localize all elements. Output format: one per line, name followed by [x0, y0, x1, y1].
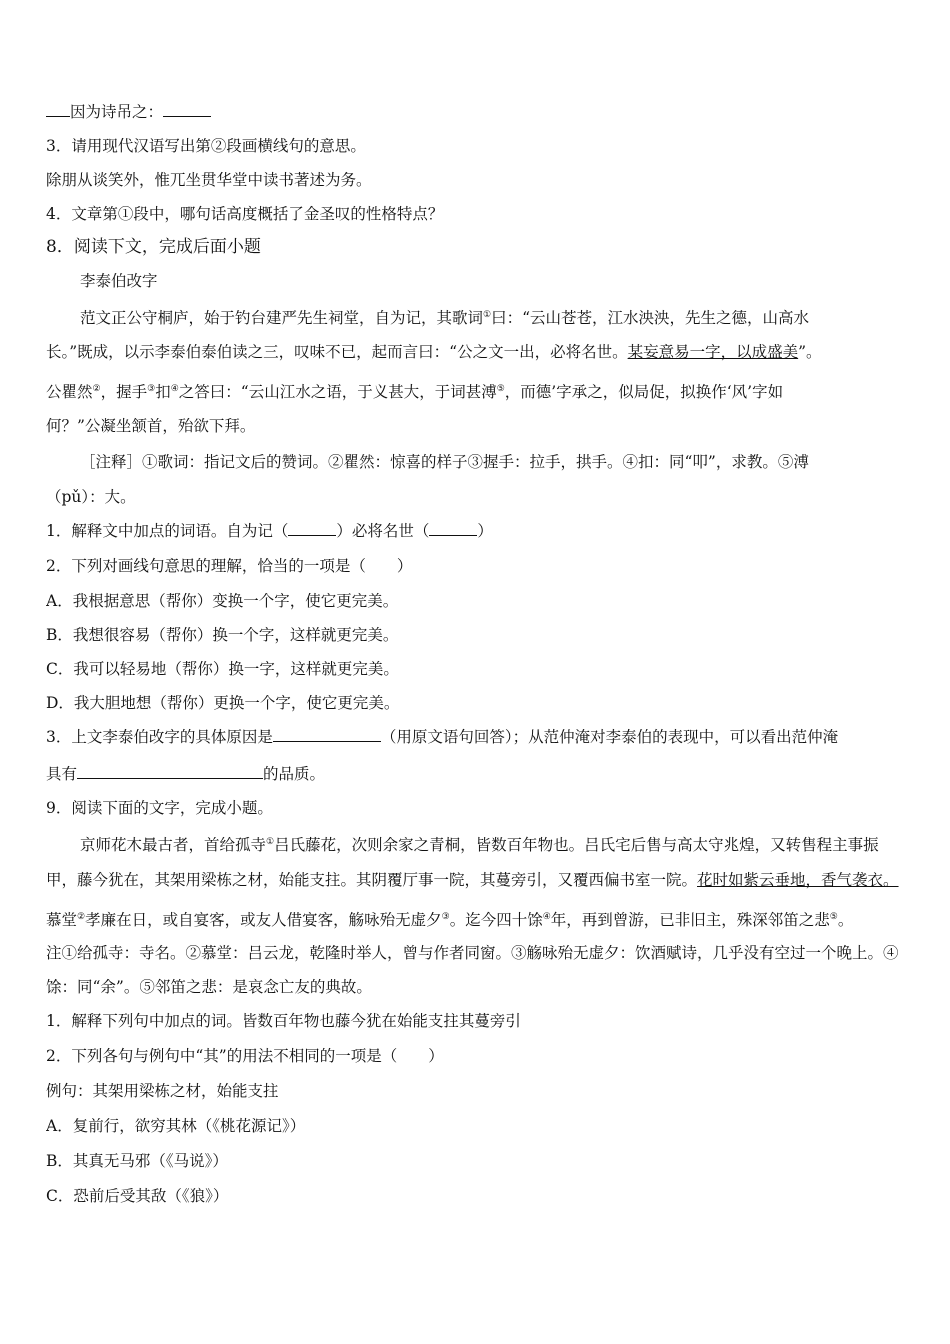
- option-d[interactable]: D．我大胆地想（帮你）更换一个字，使它更完美。: [46, 694, 400, 712]
- section-9-heading: 9．阅读下面的文字，完成小题。: [46, 799, 273, 817]
- passage-line: 慕堂②孝廉在日，或自宴客，或友人借宴客，觞咏殆无虚夕③。迄今四十馀④年，再到曾游，已非旧主，殊深邻笛之悲⑤。: [46, 911, 854, 930]
- example-sentence: 例句：其架用梁栋之材，始能支拄: [46, 1082, 279, 1100]
- answer-blank[interactable]: [77, 764, 263, 779]
- option-b[interactable]: B．其真无马邪（《马说》）: [46, 1152, 228, 1170]
- option-a[interactable]: A．复前行，欲穷其林（《桃花源记》）: [46, 1117, 306, 1135]
- annotation-line: 馀：同“余”。⑤邻笛之悲：是哀念亡友的典故。: [46, 978, 372, 996]
- question-4: 4．文章第①段中，哪句话高度概括了金圣叹的性格特点？: [46, 205, 444, 223]
- answer-blank[interactable]: [429, 521, 477, 536]
- passage-line: 京师花木最古者，首给孤寺①吕氏藤花，次则余家之青桐，皆数百年物也。吕氏宅后售与高太守兆煌，又转售程主事振: [80, 836, 879, 855]
- option-b[interactable]: B．我想很容易（帮你）换一个字，这样就更完美。: [46, 626, 399, 644]
- annotation-line: ［注释］①歌词：指记文后的赞词。②瞿然：惊喜的样子③握手：拉手，拱手。④扣：同“叩”，求教。⑤溥: [80, 453, 809, 471]
- line-poem-reason: 因为诗吊之：: [46, 101, 916, 123]
- answer-blank[interactable]: [163, 102, 211, 117]
- passage-line: 范文正公守桐庐，始于钓台建严先生祠堂，自为记，其歌词①曰：“云山苍苍，江水泱泱，先生之德，山高水: [80, 309, 810, 328]
- question-2-usage: 2．下列各句与例句中“其”的用法不相同的一项是（ ）: [46, 1047, 444, 1065]
- question-1-explain: 1．解释文中加点的词语。自为记（ ）必将名世（ ）: [46, 522, 493, 540]
- passage-line: 何？”公凝坐颔首，殆欲下拜。: [46, 417, 256, 435]
- underlined-sentence: 某妄意易一字，以成盛美: [627, 343, 799, 361]
- question-3-translate: 3．请用现代汉语写出第②段画横线句的意思。: [46, 137, 366, 155]
- passage-line: 公瞿然②，握手③扣④之答曰：“云山江水之语，于义甚大，于词甚溥⑤，而德’字承之，似局促，拟换作‘风’字如: [46, 383, 784, 402]
- passage-line: 甲，藤今犹在，其架用梁栋之材，始能支拄。其阴覆厅事一院，其蔓旁引，又覆西偏书室一院。花时如紫云垂地，香气袭衣。: [46, 871, 899, 889]
- translate-sentence: 除朋从谈笑外，惟兀坐贯华堂中读书著述为务。: [46, 171, 372, 189]
- section-8-heading: 8．阅读下文，完成后面小题: [46, 237, 261, 257]
- annotation-line: 注①给孤寺：寺名。②慕堂：吕云龙，乾隆时举人，曾与作者同窗。③觞咏殆无虚夕：饮酒赋诗，几乎没有空过一个晚上。④: [46, 944, 899, 962]
- underlined-sentence: 花时如紫云垂地，香气袭衣。: [697, 871, 899, 889]
- question-3-quality: 具有 的品质。: [46, 765, 326, 783]
- option-c[interactable]: C．恐前后受其敌（《狼》）: [46, 1187, 229, 1205]
- option-a[interactable]: A．我根据意思（帮你）变换一个字，使它更完美。: [46, 592, 399, 610]
- answer-blank[interactable]: [288, 521, 336, 536]
- question-1-words: 1．解释下列句中加点的词。皆数百年物也藤今犹在始能支拄其蔓旁引: [46, 1012, 521, 1030]
- passage-line: 长。”既成，以示李泰伯泰伯读之三，叹味不已，起而言曰：“公之文一出，必将名世。某妄意易一字，以成盛美”。: [46, 343, 822, 361]
- option-c[interactable]: C．我可以轻易地（帮你）换一字，这样就更完美。: [46, 660, 399, 678]
- answer-blank[interactable]: [273, 727, 381, 742]
- annotation-line: （pǔ）：大。: [46, 488, 136, 506]
- question-3-reason: 3．上文李泰伯改字的具体原因是 （用原文语句回答）；从范仲淹对李泰伯的表现中，可以看出范仲淹: [46, 728, 839, 746]
- passage-title: 李泰伯改字: [80, 272, 158, 290]
- answer-blank[interactable]: [46, 102, 70, 117]
- question-2-choice: 2．下列对画线句意思的理解，恰当的一项是（ ）: [46, 557, 413, 575]
